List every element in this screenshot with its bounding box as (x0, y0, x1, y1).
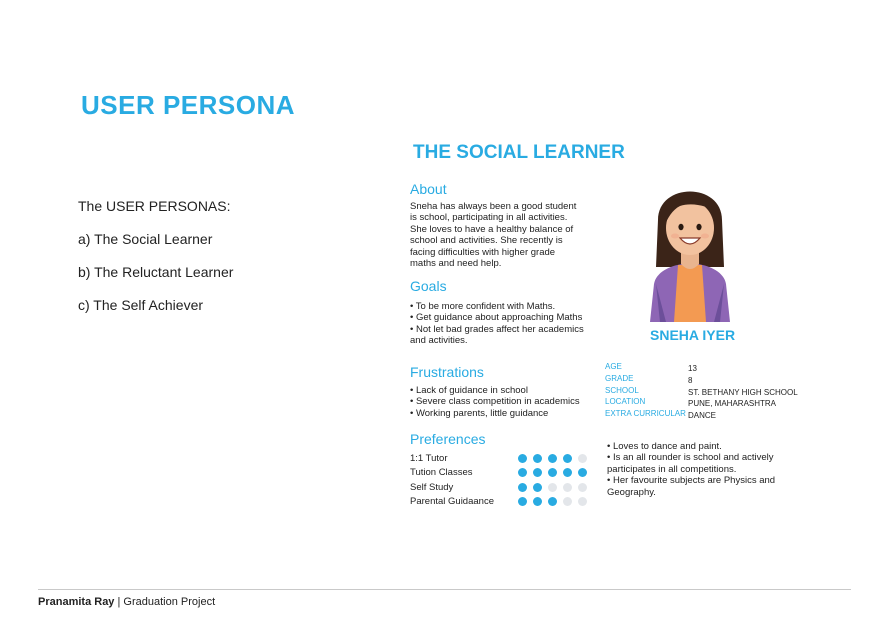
info-key: EXTRA CURRICULAR (605, 409, 686, 419)
frustrations-heading: Frustrations (410, 364, 484, 380)
rating-dot-filled (563, 454, 572, 463)
rating-dot-filled (563, 468, 572, 477)
info-key: SCHOOL (605, 385, 639, 395)
persona-title: THE SOCIAL LEARNER (413, 142, 625, 163)
goal-line: • Not let bad grades affect her academics (410, 323, 584, 335)
info-value: ST. BETHANY HIGH SCHOOL (688, 387, 798, 397)
footer-divider (38, 589, 851, 590)
rating-dot-filled (518, 497, 527, 506)
info-value: PUNE, MAHARASHTRA (688, 399, 777, 409)
info-value: 8 (688, 376, 693, 386)
persona-info (605, 361, 798, 419)
preference-label: 1:1 Tutor (410, 452, 448, 464)
about-line: school and activities. She recently is (410, 235, 563, 247)
persona-name: SNEHA IYER (650, 327, 736, 343)
info-row (605, 396, 798, 408)
rating-dot-empty (578, 483, 587, 492)
preferences-heading: Preferences (410, 431, 486, 447)
footer-author: Pranamita Ray (38, 596, 115, 608)
preference-row (410, 495, 587, 510)
rating-dots (518, 468, 587, 477)
page-title: USER PERSONA (81, 90, 296, 120)
persona-list-heading: The USER PERSONAS: (78, 198, 231, 214)
frustration-line: • Working parents, little guidance (410, 407, 549, 419)
about-line: is school, participating in all activities. (410, 212, 568, 224)
rating-dot-empty (563, 497, 572, 506)
trait-line: • Is an all rounder is school and actively (607, 452, 774, 464)
rating-dots (518, 454, 587, 463)
rating-dot-filled (548, 468, 557, 477)
rating-dot-filled (518, 483, 527, 492)
trait-line: Geography. (607, 486, 656, 498)
goal-line: • Get guidance about approaching Maths (410, 312, 583, 324)
rating-dot-empty (563, 483, 572, 492)
info-key: GRADE (605, 374, 634, 384)
footer-project: Graduation Project (123, 596, 216, 608)
info-row (605, 384, 798, 396)
frustration-line: • Lack of guidance in school (410, 385, 528, 396)
preference-label: Parental Guidaance (410, 496, 494, 508)
footer (38, 596, 215, 608)
info-value: DANCE (688, 411, 717, 421)
rating-dot-filled (533, 468, 542, 477)
rating-dots (518, 483, 587, 492)
goals-heading: Goals (410, 278, 447, 294)
preference-label: Tution Classes (410, 467, 473, 479)
info-key: LOCATION (605, 397, 646, 407)
trait-line: • Loves to dance and paint. (607, 441, 722, 452)
top-shape (674, 265, 706, 322)
preference-row (410, 466, 587, 481)
goals-text (410, 301, 584, 347)
info-key: AGE (605, 362, 622, 372)
persona-list (78, 190, 233, 322)
rating-dot-filled (548, 497, 557, 506)
rating-dot-filled (578, 468, 587, 477)
about-line: facing difficulties with higher grade (410, 246, 556, 258)
about-line: maths and need help. (410, 258, 502, 270)
rating-dots (518, 497, 587, 506)
preference-label: Self Study (410, 481, 454, 493)
about-heading: About (410, 181, 447, 197)
preference-row (410, 451, 587, 466)
persona-list-item: b) The Reluctant Learner (78, 264, 234, 280)
cheek-left-shape (671, 234, 679, 239)
trait-line: • Her favourite subjects are Physics and (607, 475, 776, 487)
rating-dot-empty (548, 483, 557, 492)
persona-list-item: a) The Social Learner (78, 231, 213, 247)
rating-dot-filled (533, 483, 542, 492)
about-text (410, 201, 576, 269)
persona-traits (607, 441, 775, 498)
frustration-line: • Severe class competition in academics (410, 396, 580, 408)
info-row (605, 408, 798, 420)
goal-line: • To be more confident with Maths. (410, 301, 556, 312)
rating-dot-filled (518, 468, 527, 477)
rating-dot-filled (533, 454, 542, 463)
info-row (605, 373, 798, 385)
preference-row (410, 480, 587, 495)
info-value: 13 (688, 364, 697, 374)
goal-line: and activities. (410, 335, 468, 347)
about-line: Sneha has always been a good student (410, 201, 577, 212)
rating-dot-empty (578, 454, 587, 463)
persona-list-item: c) The Self Achiever (78, 297, 204, 313)
cheek-right-shape (701, 234, 709, 239)
rating-dot-filled (548, 454, 557, 463)
rating-dot-filled (518, 454, 527, 463)
eye-right-shape (696, 224, 701, 230)
about-line: She loves to have a healthy balance of (410, 223, 574, 235)
frustrations-text (410, 385, 580, 419)
info-row (605, 361, 798, 373)
rating-dot-empty (578, 497, 587, 506)
trait-line: participates in all competitions. (607, 463, 737, 475)
preferences-list (410, 451, 587, 509)
avatar-illustration (640, 172, 740, 322)
rating-dot-filled (533, 497, 542, 506)
footer-separator: | (114, 596, 124, 608)
eye-left-shape (678, 224, 683, 230)
